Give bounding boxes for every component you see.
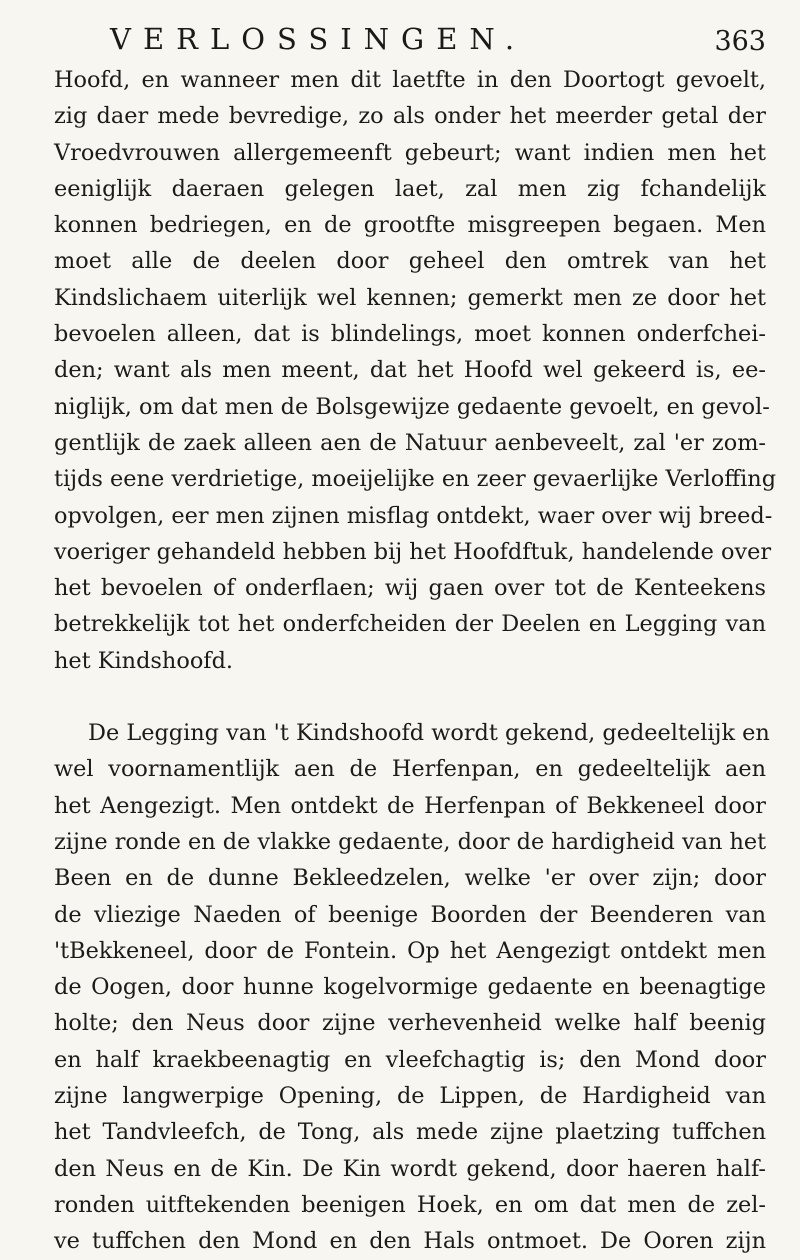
text-line: ronden uitftekenden beenigen Hoek, en om dat men de zel- — [54, 1191, 766, 1218]
text-line: het bevoelen of onderflaen; wij gaen over tot de Kenteekens — [54, 575, 766, 602]
text-line: holte; den Neus door zijne verhevenheid welke half beenig — [54, 1010, 766, 1037]
text-line: tijds eene verdrietige, moeijelijke en zeer gevaerlijke Verloffing — [54, 466, 777, 493]
paragraph-2 — [54, 715, 770, 1259]
text-line: den; want als men meent, dat het Hoofd wel gekeerd is, ee- — [54, 357, 766, 384]
text-line: niglijk, om dat men de Bolsgewijze gedaente gevoelt, en gevol- — [54, 393, 770, 420]
text-line: voeriger gehandeld hebben bij het Hoofdftuk, handelende over — [54, 538, 772, 565]
book-page — [54, 14, 777, 1260]
page-number: 363 — [714, 26, 766, 57]
text-line: den Neus en de Kin. De Kin wordt gekend, door haeren half- — [54, 1155, 766, 1182]
text-line: betrekkelijk tot het onderfcheiden der Deelen en Legging van — [54, 611, 766, 638]
text-line: ve tuffchen den Mond en den Hals ontmoet. De Ooren zijn — [54, 1228, 766, 1255]
text-line: wel voornamentlijk aen de Herfenpan, en gedeeltelijk aen — [54, 756, 766, 783]
page-header — [54, 14, 766, 62]
text-line: opvolgen, eer men zijnen misflag ontdekt, waer over wij breed- — [54, 502, 773, 529]
text-line: Vroedvrouwen allergemeenft gebeurt; want indien men het — [54, 139, 766, 166]
text-line: de Oogen, door hunne kogelvormige gedaente en beenagtige — [54, 974, 766, 1001]
text-line: zig daer mede bevredige, zo als onder het meerder getal der — [54, 103, 766, 130]
text-line: bevoelen alleen, dat is blindelings, moet konnen onderfchei- — [54, 321, 766, 348]
text-line: het Kindshoofd. — [54, 647, 234, 674]
text-line: het Tandvleefch, de Tong, als mede zijne plaetzing tuffchen — [54, 1119, 766, 1146]
text-line: Been en de dunne Bekleedzelen, welke 'er over zijn; door — [54, 865, 766, 892]
text-line: en half kraekbeenagtig en vleefchagtig is; den Mond door — [54, 1046, 766, 1073]
text-line: de vliezige Naeden of beenige Boorden der Beenderen van — [54, 901, 766, 928]
text-line: gentlijk de zaek alleen aen de Natuur aenbeveelt, zal 'er zom- — [54, 429, 766, 456]
text-line: zijne langwerpige Opening, de Lippen, de Hardigheid van — [54, 1083, 766, 1110]
paragraph-1 — [54, 62, 777, 679]
text-line: het Aengezigt. Men ontdekt de Herfenpan of Bekkeneel door — [54, 792, 766, 819]
text-line: konnen bedriegen, en de grootfte misgreepen begaen. Men — [54, 212, 766, 239]
text-line: De Legging van 't Kindshoofd wordt gekend, gedeeltelijk en — [88, 720, 770, 747]
paragraph-spacer — [54, 679, 766, 715]
running-title: VERLOSSINGEN. — [110, 22, 527, 56]
text-line: zijne ronde en de vlakke gedaente, door de hardigheid van het — [54, 828, 767, 855]
text-line: moet alle de deelen door geheel den omtrek van het — [54, 248, 766, 275]
text-line: Hoofd, en wanneer men dit laetfte in den Doortogt gevoelt, — [54, 67, 766, 93]
text-line: eeniglijk daeraen gelegen laet, zal men zig fchandelijk — [54, 175, 766, 202]
text-line: 'tBekkeneel, door de Fontein. Op het Aengezigt ontdekt men — [54, 937, 766, 964]
text-line: Kindslichaem uiterlijk wel kennen; gemerkt men ze door het — [54, 284, 766, 311]
